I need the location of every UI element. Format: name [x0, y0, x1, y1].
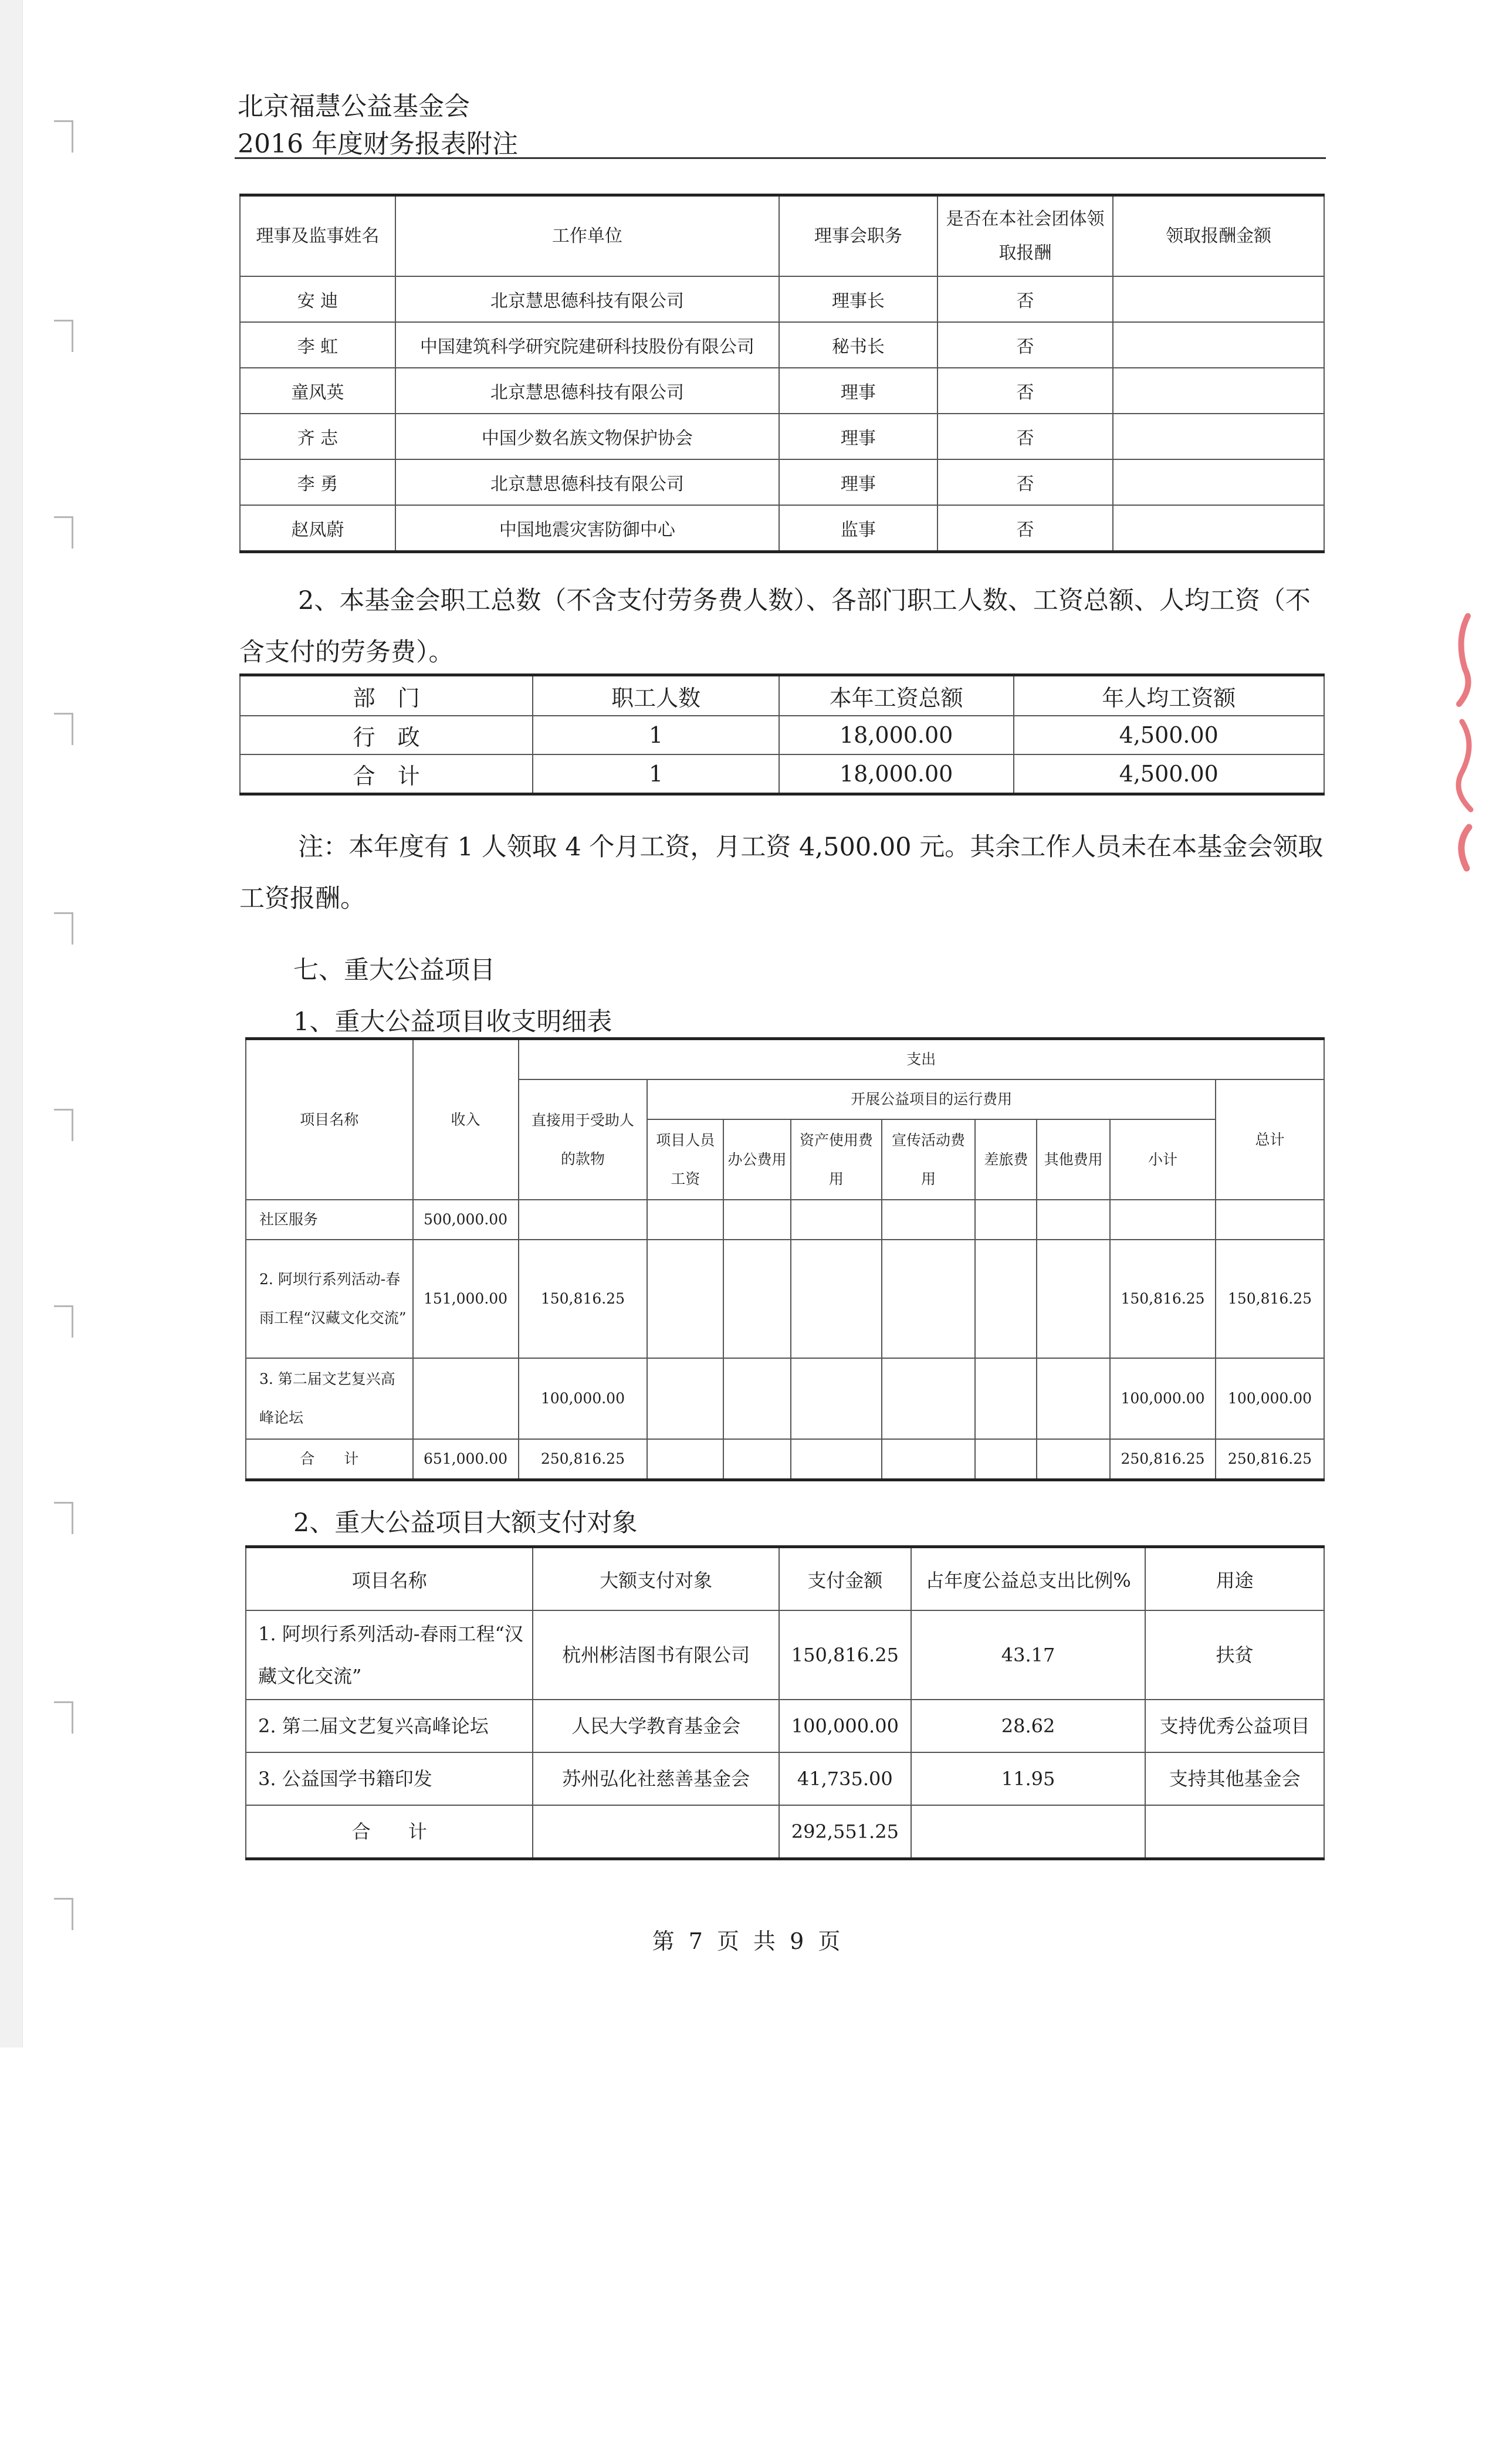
- binding-hole-mark: [54, 516, 73, 549]
- pay-amount: 41,735.00: [779, 1752, 911, 1805]
- project-name: 2. 阿坝行系列活动-春雨工程“汉藏文化交流”: [246, 1240, 413, 1358]
- pay-payee: 人民大学教育基金会: [533, 1700, 779, 1752]
- project-total: 250,816.25: [1216, 1439, 1324, 1480]
- project-income: 651,000.00: [413, 1439, 519, 1480]
- member-role: 理事: [779, 414, 937, 459]
- salary-total: 18,000.00: [779, 754, 1014, 794]
- table-header-row: [240, 675, 1324, 716]
- table-row: [240, 716, 1324, 754]
- board-members-table: [239, 194, 1325, 553]
- col-header-operations: 开展公益项目的运行费用: [647, 1079, 1216, 1119]
- project-income-expense-table: [245, 1037, 1325, 1481]
- project-total: 150,816.25: [1216, 1240, 1324, 1358]
- col-header-expense: 支出: [519, 1039, 1325, 1080]
- member-amount: [1113, 276, 1324, 322]
- col-header-payee: 大额支付对象: [533, 1547, 779, 1611]
- member-unit: 北京慧思德科技有限公司: [395, 459, 779, 505]
- subsection-1-title: 1、重大公益项目收支明细表: [293, 1007, 612, 1037]
- member-paid: 否: [937, 368, 1113, 414]
- project-income: [413, 1358, 519, 1439]
- page-header: [238, 88, 1323, 163]
- member-name: 李 虹: [240, 322, 395, 368]
- table-row: [240, 414, 1324, 459]
- binding-hole-mark: [54, 713, 73, 745]
- table-row: [240, 322, 1324, 368]
- member-unit: 北京慧思德科技有限公司: [395, 276, 779, 322]
- member-role: 理事长: [779, 276, 937, 322]
- salary-avg: 4,500.00: [1014, 754, 1324, 794]
- pay-use: 扶贫: [1145, 1610, 1324, 1700]
- pay-project: 合 计: [246, 1805, 533, 1859]
- org-name: 北京福慧公益基金会: [238, 92, 470, 121]
- stamp-stroke: [1459, 616, 1468, 704]
- member-amount: [1113, 459, 1324, 505]
- project-name: 合 计: [246, 1439, 413, 1480]
- pay-payee: 苏州弘化社慈善基金会: [533, 1752, 779, 1805]
- col-header-paid: 是否在本社会团体领取报酬: [937, 195, 1113, 277]
- member-name: 童风英: [240, 368, 395, 414]
- binding-hole-mark: [54, 912, 73, 945]
- doc-title: 2016 年度财务报表附注: [238, 129, 518, 159]
- dept: 行 政: [240, 716, 533, 754]
- member-unit: 中国少数名族文物保护协会: [395, 414, 779, 459]
- pay-amount: 150,816.25: [779, 1610, 911, 1700]
- table-row: [240, 505, 1324, 552]
- member-unit: 中国建筑科学研究院建研科技股份有限公司: [395, 322, 779, 368]
- member-name: 李 勇: [240, 459, 395, 505]
- col-header-travel: 差旅费: [975, 1119, 1037, 1200]
- member-paid: 否: [937, 276, 1113, 322]
- col-header-ratio: 占年度公益总支出比例%: [911, 1547, 1146, 1611]
- pay-project: 1. 阿坝行系列活动-春雨工程“汉藏文化交流”: [246, 1610, 533, 1700]
- member-role: 监事: [779, 505, 937, 552]
- col-header-unit: 工作单位: [395, 195, 779, 277]
- col-header-project-name: 项目名称: [246, 1039, 413, 1200]
- col-header-total: 总计: [1216, 1079, 1324, 1200]
- project-income: 151,000.00: [413, 1240, 519, 1358]
- col-header-other: 其他费用: [1037, 1119, 1110, 1200]
- member-unit: 中国地震灾害防御中心: [395, 505, 779, 552]
- member-paid: 否: [937, 505, 1113, 552]
- pay-amount: 292,551.25: [779, 1805, 911, 1859]
- col-header-income: 收入: [413, 1039, 519, 1200]
- pay-amount: 100,000.00: [779, 1700, 911, 1752]
- pay-ratio: 43.17: [911, 1610, 1146, 1700]
- member-name: 安 迪: [240, 276, 395, 322]
- section-7-title: 七、重大公益项目: [293, 956, 495, 985]
- red-seal-stamp-fragment: [1444, 604, 1480, 886]
- col-header-amount: 支付金额: [779, 1547, 911, 1611]
- col-header-name: 理事及监事姓名: [240, 195, 395, 277]
- member-name: 赵凤蔚: [240, 505, 395, 552]
- project-total: 100,000.00: [1216, 1358, 1324, 1439]
- pay-use: 支持优秀公益项目: [1145, 1700, 1324, 1752]
- pay-payee: [533, 1805, 779, 1859]
- table-row: [246, 1805, 1324, 1859]
- col-header-use: 用途: [1145, 1547, 1324, 1611]
- table-row: [246, 1200, 1324, 1240]
- pay-payee: 杭州彬洁图书有限公司: [533, 1610, 779, 1700]
- major-payees-table: [245, 1545, 1325, 1860]
- pay-project: 3. 公益国学书籍印发: [246, 1752, 533, 1805]
- member-paid: 否: [937, 414, 1113, 459]
- col-header-staff-wages: 项目人员工资: [647, 1119, 723, 1200]
- project-subtotal: 100,000.00: [1110, 1358, 1216, 1439]
- col-header-office: 办公费用: [723, 1119, 791, 1200]
- project-direct: 250,816.25: [519, 1439, 648, 1480]
- member-role: 理事: [779, 368, 937, 414]
- scan-edge: [0, 0, 23, 2047]
- pay-ratio: 11.95: [911, 1752, 1146, 1805]
- staff-salary-table: [239, 673, 1325, 796]
- salary-avg: 4,500.00: [1014, 716, 1324, 754]
- member-amount: [1113, 414, 1324, 459]
- pay-use: [1145, 1805, 1324, 1859]
- table-row: [246, 1752, 1324, 1805]
- binding-hole-mark: [54, 320, 73, 352]
- table-header-row: [240, 195, 1324, 277]
- project-direct: 100,000.00: [519, 1358, 648, 1439]
- stamp-stroke: [1458, 722, 1471, 810]
- member-name: 齐 志: [240, 414, 395, 459]
- col-header-project: 项目名称: [246, 1547, 533, 1611]
- project-direct: 150,816.25: [519, 1240, 648, 1358]
- subsection-2-title: 2、重大公益项目大额支付对象: [293, 1508, 638, 1538]
- col-header-dept: 部 门: [240, 675, 533, 716]
- table-row: [240, 276, 1324, 322]
- member-role: 理事: [779, 459, 937, 505]
- member-amount: [1113, 505, 1324, 552]
- col-header-count: 职工人数: [533, 675, 779, 716]
- table-header-row: [246, 1039, 1324, 1080]
- binding-hole-mark: [54, 120, 73, 153]
- member-amount: [1113, 368, 1324, 414]
- binding-hole-mark: [54, 1109, 73, 1141]
- dept: 合 计: [240, 754, 533, 794]
- staff-count: 1: [533, 754, 779, 794]
- binding-hole-mark: [54, 1305, 73, 1338]
- project-total: [1216, 1200, 1324, 1240]
- table-row: [240, 368, 1324, 414]
- table-row: [240, 459, 1324, 505]
- member-amount: [1113, 322, 1324, 368]
- staff-count: 1: [533, 716, 779, 754]
- member-role: 秘书长: [779, 322, 937, 368]
- member-paid: 否: [937, 322, 1113, 368]
- col-header-promo: 宣传活动费用: [882, 1119, 976, 1200]
- col-header-asset: 资产使用费用: [791, 1119, 882, 1200]
- project-income: 500,000.00: [413, 1200, 519, 1240]
- col-header-total: 本年工资总额: [779, 675, 1014, 716]
- page-number: 第 7 页 共 9 页: [652, 1928, 844, 1954]
- table-row: [246, 1358, 1324, 1439]
- project-name: 3. 第二届文艺复兴高峰论坛: [246, 1358, 413, 1439]
- col-header-amount: 领取报酬金额: [1113, 195, 1324, 277]
- project-subtotal: 150,816.25: [1110, 1240, 1216, 1358]
- binding-hole-mark: [54, 1701, 73, 1734]
- table-row: [246, 1439, 1324, 1480]
- table-row: [240, 754, 1324, 794]
- project-direct: [519, 1200, 648, 1240]
- col-header-direct: 直接用于受助人的款物: [519, 1079, 648, 1200]
- member-unit: 北京慧思德科技有限公司: [395, 368, 779, 414]
- stamp-stroke: [1461, 827, 1469, 868]
- paragraph-staff-intro: 2、本基金会职工总数（不含支付劳务费人数）、各部门职工人数、工资总额、人均工资（不含支付的劳务费）。: [239, 586, 1311, 667]
- pay-ratio: [911, 1805, 1146, 1859]
- col-header-role: 理事会职务: [779, 195, 937, 277]
- header-rule: [235, 157, 1326, 159]
- project-name: 社区服务: [246, 1200, 413, 1240]
- salary-total: 18,000.00: [779, 716, 1014, 754]
- pay-project: 2. 第二届文艺复兴高峰论坛: [246, 1700, 533, 1752]
- pay-use: 支持其他基金会: [1145, 1752, 1324, 1805]
- binding-hole-mark: [54, 1502, 73, 1534]
- col-header-avg: 年人均工资额: [1014, 675, 1324, 716]
- pay-ratio: 28.62: [911, 1700, 1146, 1752]
- table-header-row: [246, 1547, 1324, 1611]
- salary-note: 注：本年度有 1 人领取 4 个月工资，月工资 4,500.00 元。其余工作人员未在本基金会领取工资报酬。: [239, 832, 1324, 913]
- table-row: [246, 1240, 1324, 1358]
- col-header-subtotal: 小计: [1110, 1119, 1216, 1200]
- table-row: [246, 1610, 1324, 1700]
- project-subtotal: 250,816.25: [1110, 1439, 1216, 1480]
- project-subtotal: [1110, 1200, 1216, 1240]
- table-row: [246, 1700, 1324, 1752]
- member-paid: 否: [937, 459, 1113, 505]
